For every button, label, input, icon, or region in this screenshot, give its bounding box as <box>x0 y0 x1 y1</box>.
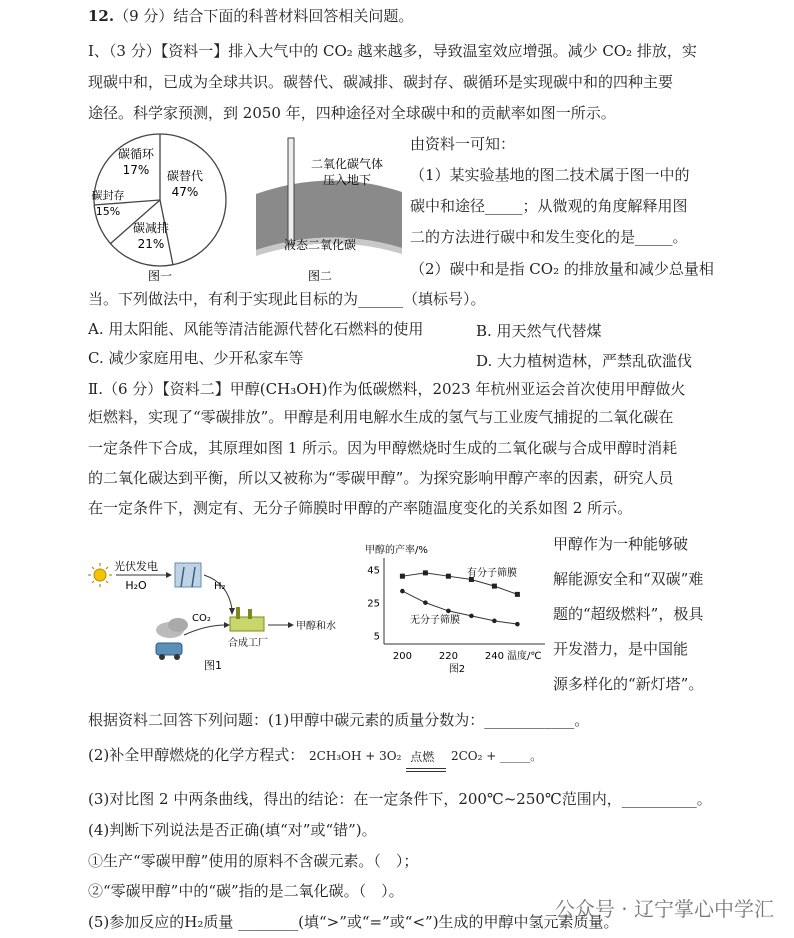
option-c: C. 减少家庭用电、少开私家车等 <box>88 349 304 367</box>
figure-1-pie-chart <box>88 130 248 285</box>
h2-formula: H₂ <box>184 913 204 931</box>
injection-pipe <box>288 138 294 244</box>
data-point-without-membrane <box>515 622 520 627</box>
data-point-without-membrane <box>400 589 405 594</box>
material-1-right-4: 二的方法进行碳中和发生变化的是_____。 <box>410 228 688 246</box>
data-point-without-membrane <box>492 619 497 624</box>
process-h2-label: H₂ <box>214 581 226 592</box>
condition-text: 点燃 <box>410 750 435 764</box>
pie-label-store-pct: 15% <box>95 205 121 218</box>
material-2-line-2: 炬燃料，实现了“零碳排放”。甲醇是利用电解水生成的氢气与工业废气捕捉的二氧化碳在 <box>88 408 674 426</box>
data-point-without-membrane <box>446 609 451 614</box>
material-1-right-1: 由资料一可知： <box>410 135 516 153</box>
material-1-question-2: 当。下列做法中，有利于实现此目标的为______（填标号）。 <box>88 290 486 308</box>
sub-question-5-post: 质量 ________(填“>”或“=”或“<”)生成的甲醇中氢元素质量。 <box>203 913 619 931</box>
question-heading: （9 分）结合下面的科普材料回答相关问题。 <box>114 7 414 25</box>
figure-2-storage-diagram <box>252 130 407 285</box>
watermark-text: 公众号 · 辽宁掌心中学汇 <box>554 897 774 921</box>
sub-question-2 <box>88 744 542 767</box>
process-h2o-label: H₂O <box>125 579 147 592</box>
side-text-3: 题的“超级燃料”，极具 <box>553 605 704 623</box>
material-1-line-2: 现碳中和，已成为全球共识。碳替代、碳减排、碳封存、碳循环是实现碳中和的四种主要 <box>88 73 674 91</box>
equation-right: 2CO₂ + _____。 <box>450 749 543 763</box>
pie-label-cycle-pct: 17% <box>122 163 150 177</box>
sub-question-1: 根据资料二回答下列问题：(1)甲醇中碳元素的质量分数为：____________。 <box>88 711 590 729</box>
sun-icon <box>88 563 112 587</box>
storage-label-liquid: 液态二氧化碳 <box>283 238 357 252</box>
equation-left: 2CH₃OH + 3O₂ <box>309 749 402 763</box>
side-text-1: 甲醇作为一种能够破 <box>553 535 689 553</box>
material-2-line-4: 的二氧化碳达到平衡，所以又被称为“零碳甲醇”。为探究影响甲醇产率的因素，研究人员 <box>88 469 674 487</box>
sub-question-5 <box>88 911 619 933</box>
factory-icon <box>230 607 264 631</box>
pie-label-cycle-name: 碳循环 <box>117 147 155 161</box>
chart-title: 甲醇的产率/% <box>365 545 428 556</box>
data-point-with-membrane <box>492 584 497 589</box>
vehicle-icon <box>156 643 182 660</box>
side-text-5: 源多样化的“新灯塔”。 <box>553 675 704 693</box>
material-1-line-3: 途径。科学家预测，到 2050 年，四种途径对全球碳中和的贡献率如图一所示。 <box>88 104 616 122</box>
figure-2-caption: 图二 <box>307 269 333 283</box>
sub-question-4: (4)判断下列说法是否正确(填“对”或“错”)。 <box>88 821 377 839</box>
sub-question-5-pre: (5)参加反应的 <box>88 913 185 931</box>
data-point-with-membrane <box>515 592 520 597</box>
process-pv-label: 光伏发电 <box>114 560 158 573</box>
y-tick-label: 5 <box>373 631 380 643</box>
chart-x-label: 温度/℃ <box>507 651 542 662</box>
wind-turbine-icon <box>175 563 201 587</box>
methanol-formula: CH₃OH <box>265 380 322 398</box>
storage-label-line2: 压入地下 <box>322 173 372 187</box>
y-tick-label: 45 <box>367 565 380 577</box>
pie-label-reduce-pct: 21% <box>137 237 165 251</box>
material-2-line-3: 一定条件下合成，其原理如图 1 所示。因为甲醇燃烧时生成的二氧化碳与合成甲醇时消耗 <box>88 439 678 457</box>
pie-label-replace-name: 碳替代 <box>166 169 204 183</box>
process-product-label: 甲醇和水 <box>296 621 336 632</box>
data-point-with-membrane <box>423 570 428 575</box>
x-tick-label: 220 <box>438 651 458 662</box>
process-caption: 图1 <box>204 659 222 672</box>
figure-process-diagram <box>88 545 358 675</box>
sub-question-4-2: ②“零碳甲醇”中的“碳”指的是二氧化碳。（ ）。 <box>88 882 404 900</box>
material-2-line-1 <box>88 378 685 400</box>
sub-question-3: (3)对比图 2 中两条曲线，得出的结论：在一定条件下，200℃~250℃范围内，__________。 <box>88 790 712 808</box>
pie-label-reduce-name: 碳减排 <box>132 221 170 235</box>
question-number: 12. <box>88 7 115 25</box>
option-b: B. 用天然气代替煤 <box>476 322 602 340</box>
figure-yield-line-chart <box>355 540 550 675</box>
sub-question-4-1: ①生产“零碳甲醇”使用的原料不含碳元素。（ ）； <box>88 852 419 870</box>
data-point-with-membrane <box>446 574 451 579</box>
side-text-4: 开发潜力，是中国能 <box>553 640 689 658</box>
option-a: A. 用太阳能、风能等清洁能源代替化石燃料的使用 <box>88 320 424 338</box>
material-1-right-2: （1）某实验基地的图二技术属于图一中的 <box>410 166 690 184</box>
question-title <box>88 5 413 27</box>
material-2-intro: Ⅱ.（6 分）【资料二】甲醇( <box>88 380 266 398</box>
material-1-right-3: 碳中和途径_____；从微观的角度解释用图 <box>410 197 688 215</box>
y-tick-label: 25 <box>367 598 380 610</box>
x-tick-label: 200 <box>392 651 412 662</box>
material-2-line-5: 在一定条件下，测定有、无分子筛膜时甲醇的产率随温度变化的关系如图 2 所示。 <box>88 499 633 517</box>
option-d: D. 大力植树造林，严禁乱砍滥伐 <box>476 352 693 370</box>
material-1-right-5: （2）碳中和是指 CO₂ 的排放量和减少总量相 <box>410 260 714 278</box>
process-factory-label: 合成工厂 <box>228 638 268 649</box>
data-point-without-membrane <box>423 600 428 605</box>
legend-without-membrane: 无分子筛膜 <box>410 615 460 626</box>
pie-label-store-name: 碳封存 <box>91 189 125 202</box>
data-point-without-membrane <box>469 614 474 619</box>
exhaust-cloud-icon <box>156 618 188 638</box>
material-2-intro-rest: )作为低碳燃料，2023 年杭州亚运会首次使用甲醇做火 <box>321 380 686 398</box>
chart-caption: 图2 <box>448 664 466 675</box>
legend-with-membrane: 有分子筛膜 <box>467 568 517 579</box>
pie-label-replace-pct: 47% <box>171 185 199 199</box>
process-co2-label: CO₂ <box>192 613 211 624</box>
material-1-line-1: Ⅰ、（3 分）【资料一】排入大气中的 CO₂ 越来越多，导致温室效应增强。减少 CO₂ 排放，实 <box>88 42 697 60</box>
storage-label-line1: 二氧化碳气体 <box>310 157 384 171</box>
sub-question-2-text: (2)补全甲醇燃烧的化学方程式： <box>88 746 305 764</box>
figure-1-caption: 图一 <box>147 269 173 283</box>
data-point-with-membrane <box>400 574 405 579</box>
x-tick-label: 240 <box>484 651 504 662</box>
side-text-2: 解能源安全和“双碳”难 <box>553 570 704 588</box>
